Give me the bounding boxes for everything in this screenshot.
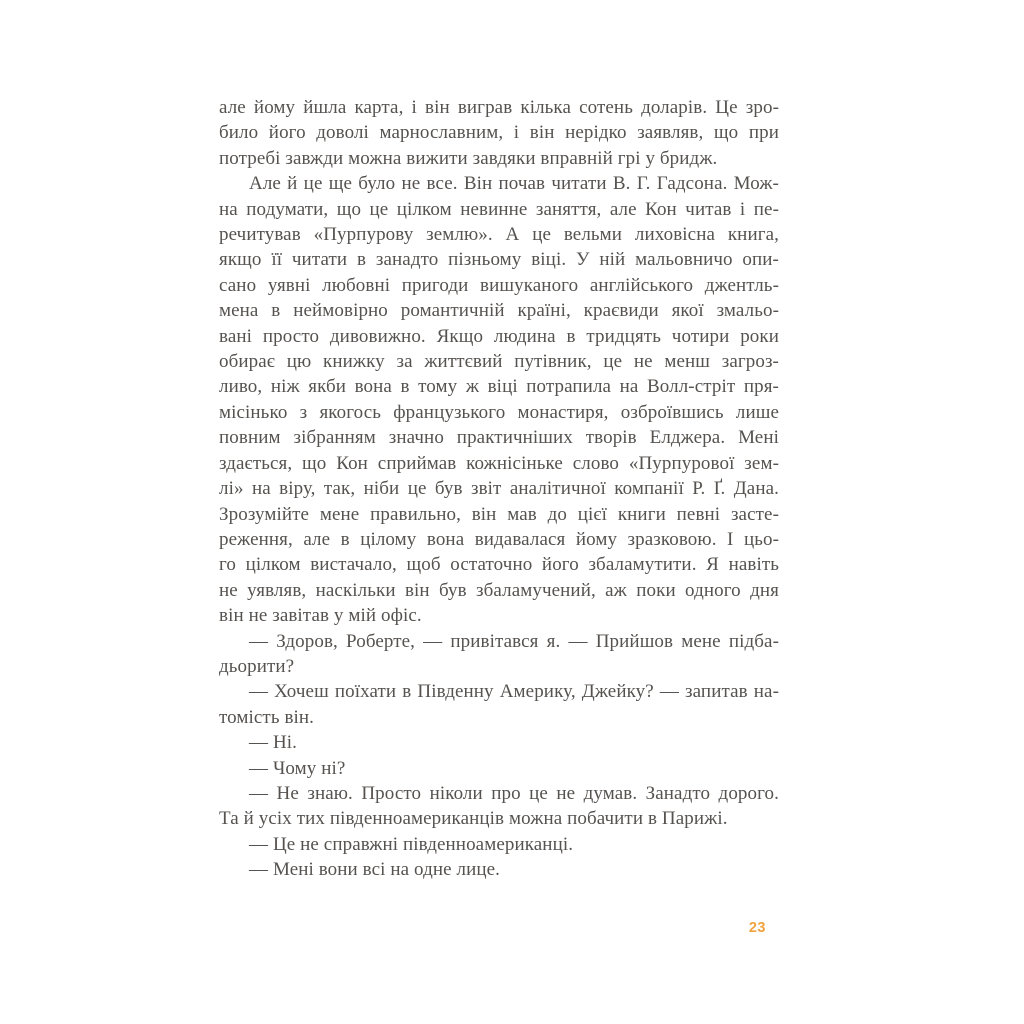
text-line: реження, але в цілому вона видавалася йому зразковою. І цьо-: [219, 528, 779, 550]
page-text: [219, 95, 779, 883]
text-line: здається, що Кон сприймав кожнісіньке слово «Пурпурової зем-: [219, 452, 779, 474]
text-line: речитував «Пурпурову землю». А це вельми лиховісна книга,: [219, 224, 779, 246]
text-line: якщо її читати в занадто пізньому віці. У ній мальовничо опи-: [219, 249, 779, 271]
text-line: го цілком вистачало, щоб остаточно його збаламутити. Я навіть: [219, 554, 779, 576]
text-line: — Ні.: [249, 732, 297, 754]
text-line: потребі завжди можна вижити завдяки вправній грі у бридж.: [219, 147, 718, 169]
text-line: мена в неймовірно романтичній країні, краєвиди якої змальо-: [219, 300, 779, 322]
text-line: — Здоров, Роберте, — привітався я. — Прийшов мене підба-: [249, 630, 779, 652]
text-line: сано уявні любовні пригоди вишуканого англійського джентль-: [219, 274, 779, 296]
text-line: він не завітав у мій офіс.: [219, 605, 422, 627]
text-line: обирає цю книжку за життєвий путівник, це не менш загроз-: [219, 351, 779, 373]
text-line: — Не знаю. Просто ніколи про це не думав. Занадто дорого.: [249, 782, 779, 804]
text-line: не уявляв, наскільки він був збаламучений, аж поки одного дня: [219, 579, 779, 601]
text-line: — Мені вони всі на одне лице.: [249, 859, 500, 881]
text-line: било його доволі марнославним, і він нерідко заявляв, що при: [219, 122, 779, 144]
text-line: повним зібранням значно практичніших творів Елджера. Мені: [219, 427, 779, 449]
text-line: ливо, ніж якби вона в тому ж віці потрапила на Волл-стріт пря-: [219, 376, 779, 398]
text-line: але йому йшла карта, і він виграв кілька сотень доларів. Це зро-: [219, 97, 779, 118]
text-line: — Це не справжні південноамериканці.: [249, 833, 574, 855]
text-line: місінько з якогось французького монастиря, озброївшись лише: [219, 401, 779, 423]
page-number: 23: [748, 920, 766, 936]
text-line: — Чому ні?: [249, 757, 346, 779]
text-line: Зрозумійте мене правильно, він мав до цієї книги певні засте-: [219, 503, 779, 525]
text-line: — Хочеш поїхати в Південну Америку, Джейку? — запитав на-: [249, 681, 779, 703]
text-line: дьорити?: [219, 655, 295, 677]
text-line: Але й це ще було не все. Він почав читати В. Г. Гадсона. Мож-: [249, 173, 779, 195]
text-line: томість він.: [219, 706, 315, 728]
text-line: вані просто дивовижно. Якщо людина в тридцять чотири роки: [219, 325, 779, 347]
text-line: на подумати, що це цілком невинне заняття, але Кон читав і пе-: [219, 198, 779, 220]
text-line: лі» на віру, так, ніби це був звіт аналітичної компанії Р. Ґ. Дана.: [219, 478, 779, 500]
text-line: Та й усіх тих південноамериканців можна побачити в Парижі.: [219, 808, 728, 830]
